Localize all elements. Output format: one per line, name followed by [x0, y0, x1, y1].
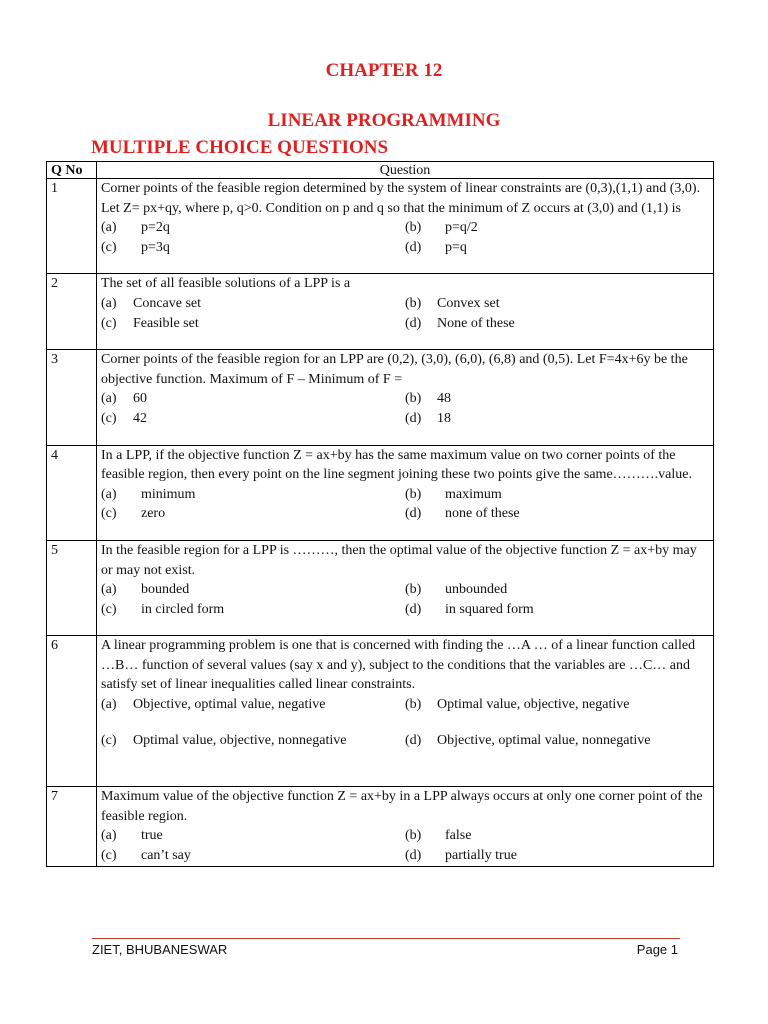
option-label: (b): [405, 486, 422, 502]
question-text: The set of all feasible solutions of a LPP is a: [101, 276, 351, 292]
question-text: Maximum value of the objective function Z = ax+by in a LPP always occurs at only one corner point of the feasible region.: [101, 789, 703, 824]
option-label: (c): [101, 239, 117, 255]
question-number: 6: [47, 636, 97, 787]
option-label: (c): [101, 732, 117, 748]
question-number: 4: [47, 445, 97, 540]
option-text: maximum: [445, 486, 502, 502]
option-row: [101, 485, 709, 505]
option-row: [101, 504, 709, 524]
option-b: [405, 695, 709, 715]
option-b: [405, 580, 709, 600]
question-text: In the feasible region for a LPP is ………, then the optimal value of the objective function Z = ax+by may or may not exist.: [101, 542, 697, 578]
table-row: [47, 179, 714, 274]
option-text: Convex set: [437, 295, 500, 311]
option-d: [405, 731, 709, 751]
option-label: (b): [405, 391, 422, 407]
question-text: In a LPP, if the objective function Z = ax+by has the same maximum value on two corner points of the feasible region, then every point on the line segment joining these two points give the same……….value.: [101, 447, 692, 483]
question-cell: [97, 350, 714, 445]
option-row: [101, 238, 709, 258]
option-a: [101, 580, 405, 600]
option-label: (c): [101, 506, 117, 522]
question-cell: [97, 274, 714, 350]
option-label: (b): [405, 697, 422, 713]
option-text: minimum: [141, 486, 196, 502]
option-a: [101, 695, 405, 715]
option-label: (b): [405, 220, 422, 236]
option-label: (c): [101, 410, 117, 426]
option-label: (a): [101, 295, 117, 311]
table-row: [47, 350, 714, 445]
spacer: [101, 619, 709, 635]
option-text: Feasible set: [133, 315, 199, 331]
table-row: [47, 274, 714, 350]
option-b: [405, 485, 709, 505]
question-number: 1: [47, 179, 97, 274]
table-header-row: [47, 162, 714, 179]
option-b: [405, 389, 709, 409]
option-a: [101, 485, 405, 505]
table-row: [47, 636, 714, 787]
option-text: zero: [141, 506, 166, 522]
option-text: Optimal value, objective, nonnegative: [133, 732, 347, 748]
option-text: none of these: [445, 506, 520, 522]
question-text: A linear programming problem is one that is concerned with finding the …A … of a linear function called …B… function of several values (say x and y), subject to the conditions that the variables are …C… and satisfy set of linear inequalities called linear constraints.: [101, 638, 696, 693]
option-text: 18: [437, 410, 451, 426]
option-d: [405, 409, 709, 429]
option-label: (d): [405, 506, 422, 522]
option-b: [405, 826, 709, 846]
column-header-question: Question: [97, 162, 714, 179]
option-row: [101, 695, 709, 715]
question-text: Corner points of the feasible region for an LPP are (0,2), (3,0), (6,0), (6,8) and (0,5). Let F=4x+6y be the objective function. Maximum of F – Minimum of F =: [101, 352, 688, 387]
question-cell: [97, 787, 714, 866]
option-d: [405, 846, 709, 866]
option-text: Concave set: [133, 295, 202, 311]
option-label: (a): [101, 220, 117, 236]
option-row: [101, 826, 709, 846]
option-label: (b): [405, 582, 422, 598]
option-label: (d): [405, 239, 422, 255]
option-text: Optimal value, objective, negative: [437, 697, 630, 713]
option-text: 60: [133, 391, 147, 407]
option-row: [101, 294, 709, 314]
option-text: 48: [437, 391, 451, 407]
page-number: Page 1: [636, 942, 678, 957]
spacer: [101, 750, 709, 786]
spacer: [101, 524, 709, 540]
option-label: (b): [405, 295, 422, 311]
chapter-title: CHAPTER 12: [325, 60, 443, 81]
option-text: p=3q: [141, 239, 170, 255]
spacer: [101, 257, 709, 273]
option-d: [405, 504, 709, 524]
column-header-qno: Q No: [47, 162, 97, 179]
option-text: None of these: [437, 315, 515, 331]
option-c: [101, 504, 405, 524]
option-row: [101, 731, 709, 751]
option-text: can’t say: [141, 848, 191, 864]
option-row: [101, 600, 709, 620]
option-c: [101, 314, 405, 334]
option-text: partially true: [445, 848, 517, 864]
table-row: [47, 445, 714, 540]
option-b: [405, 294, 709, 314]
option-row: [101, 580, 709, 600]
option-row: [101, 846, 709, 866]
table-row: [47, 540, 714, 635]
option-c: [101, 600, 405, 620]
option-row: [101, 218, 709, 238]
option-label: (d): [405, 848, 422, 864]
option-label: (d): [405, 315, 422, 331]
spacer: [101, 715, 709, 731]
option-b: [405, 218, 709, 238]
option-text: Objective, optimal value, negative: [133, 697, 326, 713]
option-label: (c): [101, 601, 117, 617]
option-c: [101, 731, 405, 751]
option-label: (d): [405, 601, 422, 617]
option-a: [101, 826, 405, 846]
questions-table: [46, 161, 714, 867]
option-text: true: [141, 828, 163, 844]
option-row: [101, 314, 709, 334]
option-text: in squared form: [445, 601, 534, 617]
topic-title: LINEAR PROGRAMMING: [267, 110, 501, 131]
question-text: Corner points of the feasible region determined by the system of linear constraints are (0,3),(1,1) and (3,0). Let Z= px+qy, where p, q>0. Condition on p and q so that the minimum of Z occurs at (3,0) and (1,1) is: [101, 181, 701, 216]
option-text: in circled form: [141, 601, 225, 617]
option-a: [101, 218, 405, 238]
section-title: MULTIPLE CHOICE QUESTIONS: [91, 137, 389, 158]
option-label: (d): [405, 410, 422, 426]
question-cell: [97, 445, 714, 540]
option-d: [405, 600, 709, 620]
option-label: (a): [101, 391, 117, 407]
option-text: Objective, optimal value, nonnegative: [437, 732, 651, 748]
option-d: [405, 314, 709, 334]
question-number: 3: [47, 350, 97, 445]
option-label: (c): [101, 315, 117, 331]
option-text: bounded: [141, 582, 190, 598]
spacer: [101, 333, 709, 349]
question-number: 5: [47, 540, 97, 635]
option-label: (a): [101, 486, 117, 502]
option-text: false: [445, 828, 472, 844]
option-label: (b): [405, 828, 422, 844]
option-label: (d): [405, 732, 422, 748]
option-a: [101, 389, 405, 409]
option-c: [101, 846, 405, 866]
footer-institution: ZIET, BHUBANESWAR: [92, 942, 228, 957]
option-c: [101, 238, 405, 258]
option-a: [101, 294, 405, 314]
table-row: [47, 787, 714, 866]
option-c: [101, 409, 405, 429]
option-label: (a): [101, 697, 117, 713]
option-text: p=q: [445, 239, 467, 255]
question-number: 7: [47, 787, 97, 866]
question-number: 2: [47, 274, 97, 350]
spacer: [101, 429, 709, 445]
option-text: p=2q: [141, 220, 170, 236]
footer-rule: [92, 938, 680, 939]
option-row: [101, 409, 709, 429]
option-label: (a): [101, 582, 117, 598]
option-text: unbounded: [445, 582, 508, 598]
question-cell: [97, 636, 714, 787]
option-row: [101, 389, 709, 409]
question-cell: [97, 540, 714, 635]
question-cell: [97, 179, 714, 274]
option-text: 42: [133, 410, 147, 426]
option-label: (c): [101, 848, 117, 864]
option-text: p=q/2: [445, 220, 478, 236]
option-d: [405, 238, 709, 258]
option-label: (a): [101, 828, 117, 844]
